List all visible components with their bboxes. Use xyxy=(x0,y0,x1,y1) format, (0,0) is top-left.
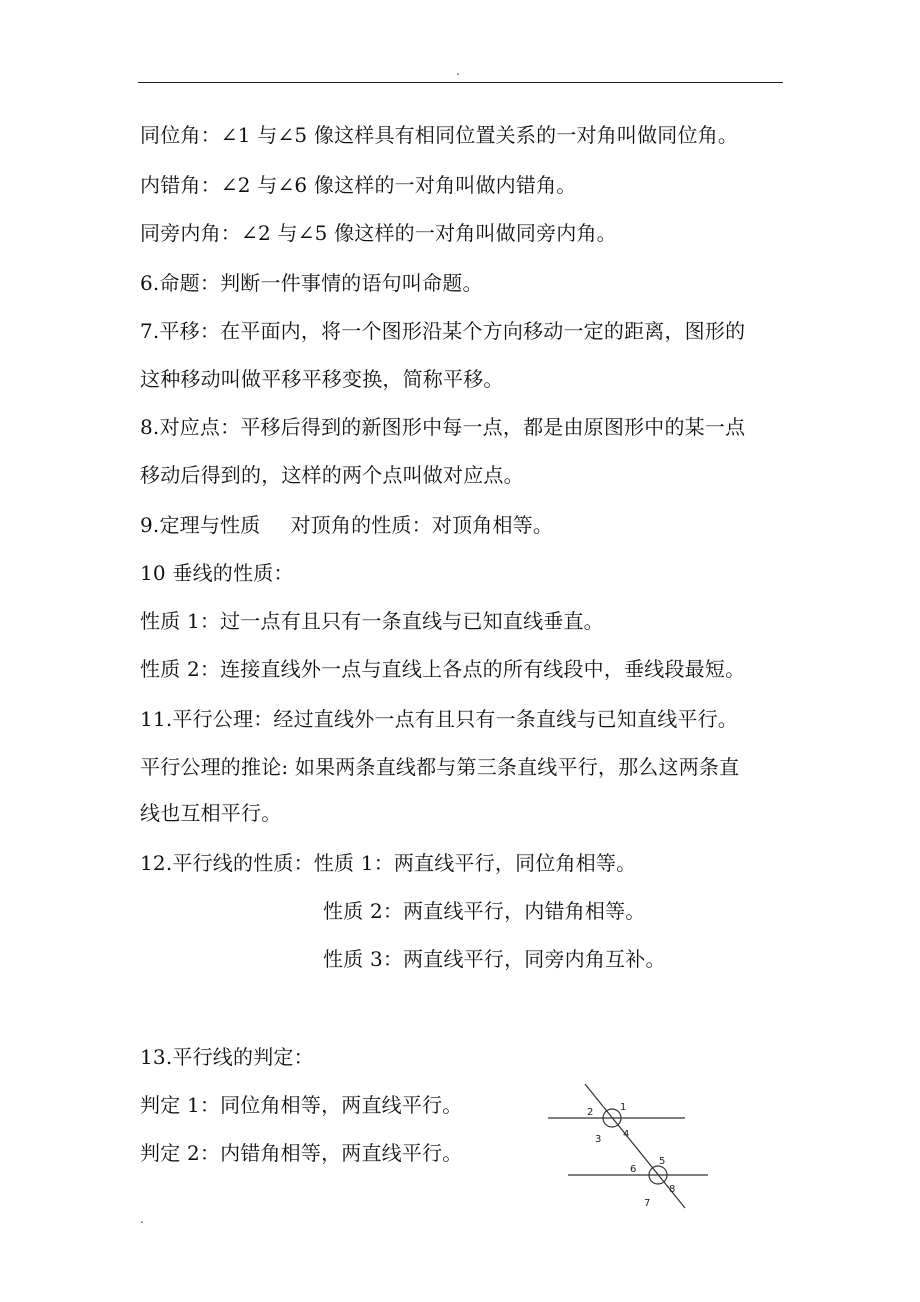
text-line-perpendicular-property-2: 性质 2：连接直线外一点与直线上各点的所有线段中，垂线段最短。 xyxy=(140,657,746,681)
angle-label-8: 8 xyxy=(669,1184,676,1195)
vertical-angles-property: 对顶角的性质：对顶角相等。 xyxy=(290,513,554,537)
text-line-parallel-corollary: 平行公理的推论: 如果两条直线都与第三条直线平行，那么这两条直 xyxy=(140,755,740,779)
text-line-parallel-properties: 12.平行线的性质：性质 1：两直线平行，同位角相等。 xyxy=(140,851,637,875)
angle-label-3: 3 xyxy=(595,1134,602,1145)
angle-label-5: 5 xyxy=(659,1156,666,1167)
text-line-parallel-property-3: 性质 3：两直线平行，同旁内角互补。 xyxy=(323,947,666,971)
text-line-parallel-corollary-cont: 线也互相平行。 xyxy=(140,801,282,825)
theorem-heading: 9.定理与性质 xyxy=(140,513,261,537)
text-line-parallel-property-2: 性质 2：两直线平行，内错角相等。 xyxy=(323,899,646,923)
text-line-proposition: 6.命题：判断一件事情的语句叫命题。 xyxy=(140,271,483,295)
text-line-parallel-axiom: 11.平行公理：经过直线外一点有且只有一条直线与已知直线平行。 xyxy=(140,707,739,731)
header-rule xyxy=(138,82,783,83)
text-line-perpendicular-property-1: 性质 1：过一点有且只有一条直线与已知直线垂直。 xyxy=(140,609,604,633)
angle-label-4: 4 xyxy=(623,1129,630,1140)
angle-label-1: 1 xyxy=(620,1102,627,1113)
angle-label-2: 2 xyxy=(587,1107,594,1118)
angle-label-6: 6 xyxy=(630,1164,637,1175)
footer-mark: . xyxy=(140,1212,144,1226)
angle-label-7: 7 xyxy=(644,1198,651,1209)
text-line-theorem xyxy=(140,512,553,538)
text-line-translation-cont: 这种移动叫做平移平移变换，简称平移。 xyxy=(140,367,504,391)
text-line-alternate-angles: 内错角：∠2 与∠6 像这样的一对角叫做内错角。 xyxy=(140,173,577,197)
text-line-corresponding-points: 8.对应点：平移后得到的新图形中每一点，都是由原图形中的某一点 xyxy=(140,415,746,439)
text-line-translation: 7.平移：在平面内，将一个图形沿某个方向移动一定的距离，图形的 xyxy=(140,319,746,343)
text-line-perpendicular-heading: 10 垂线的性质： xyxy=(140,561,294,585)
text-line-parallel-criteria: 13.平行线的判定： xyxy=(140,1045,314,1069)
header-mark: . xyxy=(456,64,460,78)
text-line-corresponding-angles: 同位角：∠1 与∠5 像这样具有相同位置关系的一对角叫做同位角。 xyxy=(140,123,739,147)
parallel-lines-diagram xyxy=(540,1080,720,1220)
text-line-criterion-2: 判定 2：内错角相等，两直线平行。 xyxy=(140,1141,463,1165)
text-line-criterion-1: 判定 1：同位角相等，两直线平行。 xyxy=(140,1093,463,1117)
text-line-corresponding-points-cont: 移动后得到的，这样的两个点叫做对应点。 xyxy=(140,463,524,487)
text-line-co-interior-angles: 同旁内角：∠2 与∠5 像这样的一对角叫做同旁内角。 xyxy=(140,221,617,245)
